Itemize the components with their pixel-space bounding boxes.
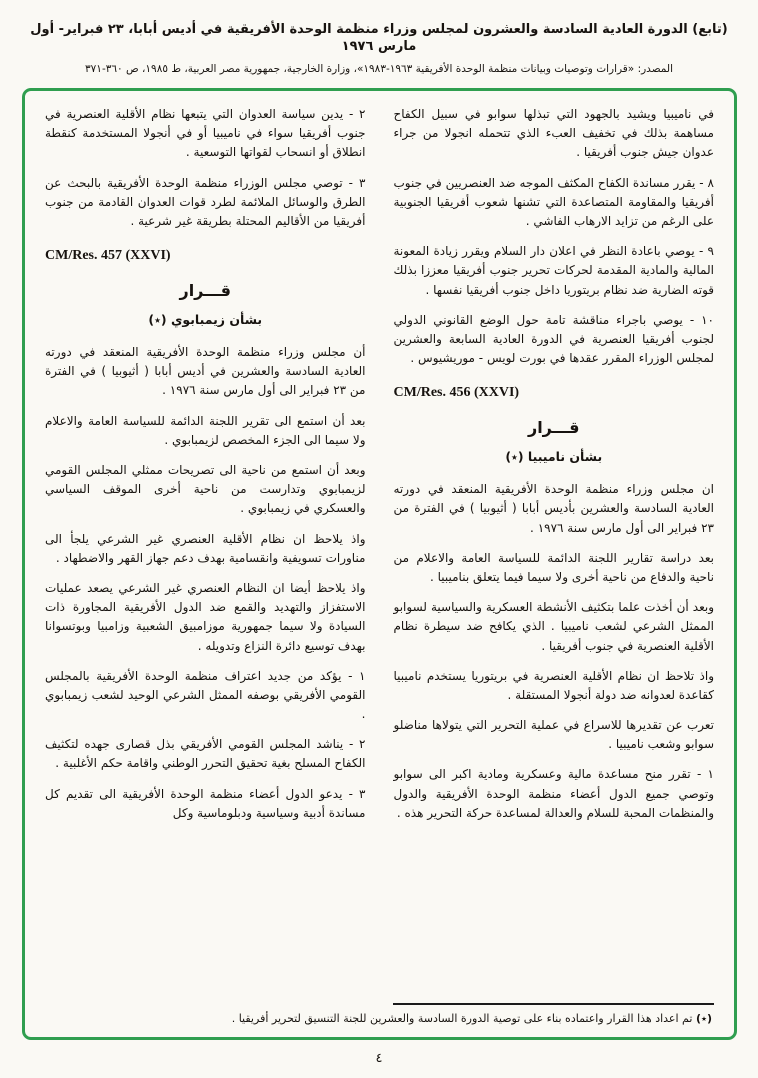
- paragraph: ان مجلس وزراء منظمة الوحدة الأفريقية المنعقد في دورته العادية السادسة والعشرين بأديس أبابا ( أثيوبيا ) في الفترة من ٢٣ فبراير الى أول مارس سنة ١٩٧٦ .: [393, 482, 714, 535]
- resolution-subject: بشأن زيمبابوي (٭): [148, 312, 263, 328]
- paragraph: أن مجلس وزراء منظمة الوحدة الأفريقية المنعقد في دورته العادية السادسة والعشرين في أديس أبابا ( أثيوبيا ) في الفترة من ٢٣ فبراير الى أول مارس سنة ١٩٧٦ .: [45, 345, 366, 398]
- header-source-line: المصدر: «قرارات وتوصيات وبيانات منظمة الوحدة الأفريقية ١٩٦٣-١٩٨٣»، وزارة الخارجية، جمهورية مصر العربية، ط ١٩٨٥، ص ٣٦٠-٣٧١: [85, 62, 673, 75]
- paragraph: ٩ - يوصي باعادة النظر في اعلان دار السلام ويقرر زيادة المعونة المالية والمادية المقدمة لحركات تحرير جنوب أفريقيا معززا بذلك قوته الضارية ضد نظام بريتوريا داخل جنوب أفريقيا نفسها .: [393, 244, 714, 297]
- columns-container: [45, 105, 714, 999]
- paragraph: وبعد أن أخذت علما بتكثيف الأنشطة العسكرية والسياسية لسوابو الممثل الشرعي لشعب ناميبيا . الذي يكافح ضد سيطرة نظام الأقلية العنصرية في جنوب أفريقيا .: [393, 600, 714, 653]
- paragraph: واذ تلاحظ ان نظام الأقلية العنصرية في بريتوريا يستخدم ناميبيا كقاعدة لعدوانه ضد دولة أنجولا المستقلة .: [393, 668, 714, 702]
- footnote-area: [45, 999, 714, 1027]
- paragraph: واذ يلاحظ ان نظام الأقلية العنصري غير الشرعي يلجأ الى مناورات تسويفية وانقسامية بهدف دعم جهاز القهر والاضطهاد .: [45, 531, 366, 565]
- column-right: [394, 105, 715, 999]
- paragraph: ١ - يؤكد من جديد اعتراف منظمة الوحدة الأفريقية بالمجلس القومي الأفريقي بوصفه الممثل الشرعي الوحيد لشعب زيمبابوي .: [45, 668, 366, 722]
- resolution-title: قـــرار: [527, 417, 580, 437]
- paragraph: بعد دراسة تقارير اللجنة الدائمة للسياسة العامة والاعلام من ناحية والدفاع من ناحية أخرى ولا سيما فيما يتعلق بناميبيا .: [393, 550, 714, 584]
- resolution-subject: بشأن ناميبيا (٭): [505, 449, 603, 465]
- paragraph: ١٠ - يوصي باجراء مناقشة تامة حول الوضع القانوني الدولي لجنوب أفريقيا العنصرية في الدورة العادية السابعة والعشرين لمجلس الوزراء المقرر عقدها في بورت لويس - موريشيوس .: [393, 312, 714, 366]
- paragraph: ٨ - يقرر مساندة الكفاح المكثف الموجه ضد العنصريين في جنوب أفريقيا والمقاومة المتصاعدة التي تشنها شعوب أفريقيا الجنوبية على الرغم من تزايد الارهاب الفاشي .: [393, 175, 714, 228]
- footnote: [47, 1012, 712, 1025]
- paragraph: ٢ - يدين سياسة العدوان التي يتبعها نظام الأقلية العنصرية في جنوب أفريقيا سواء في ناميبيا أو في أنجولا المستخدمة كنقطة انطلاق أو انسحاب لقواتها التوسعية .: [45, 107, 366, 160]
- document-header: [0, 22, 758, 75]
- paragraph: واذ يلاحظ أيضا ان النظام العنصري غير الشرعي يصعد عمليات الاستفزاز والتهديد والقمع ضد الدول الأفريقية المجاورة ذات السيادة ولا سيما جمهورية موزامبيق الشعبية وزامبيا وبوتسوانا بهدف توسيع دائرة النزاع وتدويله .: [45, 580, 366, 653]
- resolution-title: قـــرار: [179, 280, 232, 300]
- paragraph: بعد أن استمع الى تقرير اللجنة الدائمة للسياسة العامة والاعلام ولا سيما الى الجزء المخصص لزيمبابوي .: [45, 413, 366, 447]
- paragraph: ١ - تقرر منح مساعدة مالية وعسكرية ومادية اكبر الى سوابو وتوصي جميع الدول أعضاء منظمة الوحدة الأفريقية والدول والمنظمات المحبة للسلام والعدالة لمساعدة حركة التحرير هذه .: [393, 767, 714, 820]
- paragraph: في ناميبيا ويشيد بالجهود التي تبذلها سوابو في سبيل الكفاح مساهمة بذلك في تخفيف العبء الذي تتحمله انجولا من جراء عدوان جيش جنوب أفريقيا .: [393, 107, 714, 160]
- column-left: [45, 105, 366, 999]
- paragraph: ٢ - يناشد المجلس القومي الأفريقي بذل قصارى جهده لتكثيف الكفاح المسلح بغية تحقيق التحرر الوطني واقامة حكم الأغلبية .: [45, 737, 366, 771]
- footnote-text: تم اعداد هذا القرار واعتماده بناء على توصية الدورة السادسة والعشرين للجنة التنسيق لتحرير أفريقيا .: [231, 1012, 693, 1025]
- paragraph: تعرب عن تقديرها للاسراع في عملية التحرير التي يتولاها مناضلو سوابو وشعب ناميبيا .: [393, 718, 714, 752]
- footnote-marker: (٭): [695, 1012, 712, 1025]
- header-session-line: (تابع) الدورة العادية السادسة والعشرون لمجلس وزراء منظمة الوحدة الأفريقية في أديس أبابا، ٢٣ فبراير- أول مارس ١٩٧٦: [30, 22, 728, 54]
- resolution-id: CM/Res. 457 (XXVI): [45, 248, 171, 264]
- resolution-id: CM/Res. 456 (XXVI): [393, 385, 520, 401]
- paragraph: ٣ - يدعو الدول أعضاء منظمة الوحدة الأفريقية الى تقديم كل مساندة أدبية وسياسية ودبلوماسية وكل: [45, 786, 366, 820]
- paragraph: ٣ - توصي مجلس الوزراء منظمة الوحدة الأفريقية بالبحث عن الطرق والوسائل الملائمة لطرد قوات العدوان القادمة من جنوب أفريقيا من الأقاليم المحتلة بطريقة غير شرعية .: [45, 175, 366, 228]
- page-number: ٤: [375, 1051, 383, 1066]
- content-frame: [22, 88, 737, 1040]
- paragraph: وبعد أن استمع من ناحية الى تصريحات ممثلي المجلس القومي لزيمبابوي وتدارست من ناحية أخرى الموقف السياسي والعسكري في زيمبابوي .: [45, 463, 366, 516]
- footnote-divider: [393, 1003, 714, 1005]
